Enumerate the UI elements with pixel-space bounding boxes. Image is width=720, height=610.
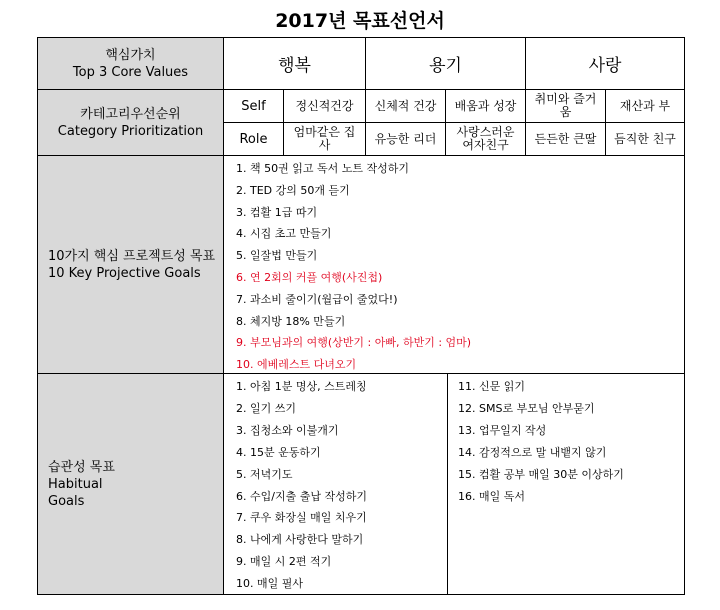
goal-item: 14. 감정적으로 말 내뱉지 않기: [458, 445, 607, 459]
goal-item: 8. 나에게 사랑한다 말하기: [236, 533, 364, 547]
goal-item: 5. 일잘법 만들기: [236, 249, 318, 263]
goal-item: 9. 부모님과의 여행(상반기 : 아빠, 하반기 : 엄마): [236, 336, 472, 350]
core-values-label-kr: 핵심가치: [105, 47, 156, 63]
goal-item: 5. 저녁기도: [236, 467, 293, 481]
role-item-4: 든든한 큰딸: [526, 123, 606, 156]
goal-item: 9. 매일 시 2편 적기: [236, 555, 332, 569]
goal-item: 3. 컴활 1급 따기: [236, 205, 318, 219]
core-values-header: [38, 38, 224, 90]
habitual-header: [38, 374, 224, 594]
role-item-1: 엄마같은 집사: [284, 123, 366, 156]
goal-item: 1. 아침 1분 명상, 스트레칭: [236, 380, 367, 393]
core-value-2: 용기: [366, 38, 526, 90]
self-item-1: 정신적건강: [284, 90, 366, 123]
role-label: Role: [224, 123, 284, 156]
goal-item: 4. 15분 운동하기: [236, 445, 321, 459]
goal-item: 10. 에베레스트 다녀오기: [236, 358, 357, 372]
habitual-right-list: [458, 378, 680, 590]
goal-item: 1. 책 50권 읽고 독서 노트 작성하기: [236, 162, 409, 175]
goal-item: 11. 신문 읽기: [458, 380, 525, 393]
role-item-3: 사랑스러운 여자친구: [446, 123, 526, 156]
page-title: 2017년 목표선언서: [275, 10, 445, 32]
goal-item: 3. 집청소와 이불개기: [236, 423, 339, 437]
role-item-2: 유능한 리더: [366, 123, 446, 156]
goal-item: 6. 연 2회의 커플 여행(사진첩): [236, 271, 383, 284]
category-header: [38, 90, 224, 156]
self-item-3: 배움과 성장: [446, 90, 526, 123]
core-values-label-en: Top 3 Core Values: [72, 64, 189, 80]
habitual-label-en-2: Goals: [48, 493, 85, 509]
self-item-5: 재산과 부: [606, 90, 684, 123]
goal-item: 8. 체지방 18% 만들기: [236, 314, 346, 328]
goal-item: 2. TED 강의 50개 듣기: [236, 183, 350, 197]
goal-item: 12. SMS로 부모님 안부묻기: [458, 401, 595, 415]
goal-item: 2. 일기 쓰기: [236, 401, 296, 415]
goal-item: 10. 매일 필사: [236, 577, 303, 591]
habitual-label-kr: 습관성 목표: [48, 459, 115, 475]
goal-item: 6. 수입/지출 출납 작성하기: [236, 489, 367, 503]
self-item-2: 신체적 건강: [366, 90, 446, 123]
projective-label-kr: 10가지 핵심 프로젝트성 목표: [48, 248, 216, 264]
goal-table: [37, 37, 685, 595]
habitual-left-list: [236, 378, 446, 590]
core-value-1: 행복: [224, 38, 366, 90]
core-value-3: 사랑: [526, 38, 684, 90]
role-item-5: 듬직한 친구: [606, 123, 684, 156]
goal-item: 16. 매일 독서: [458, 489, 525, 503]
self-item-4: 취미와 즐거움: [526, 90, 606, 123]
projective-header: [38, 156, 224, 374]
category-label-kr: 카테고리우선순위: [80, 106, 181, 122]
goal-item: 4. 시집 초고 만들기: [236, 227, 332, 241]
goal-item: 7. 쿠우 화장실 매일 치우기: [236, 511, 367, 525]
goal-item: 13. 업무일지 작성: [458, 423, 547, 437]
projective-list: [236, 160, 676, 370]
projective-label-en: 10 Key Projective Goals: [48, 265, 201, 281]
goal-item: 7. 과소비 줄이기(월급이 줄었다!): [236, 292, 398, 306]
category-label-en: Category Prioritization: [57, 123, 204, 139]
habitual-label-en-1: Habitual: [48, 476, 103, 492]
goal-item: 15. 컴활 공부 매일 30분 이상하기: [458, 467, 624, 481]
self-label: Self: [224, 90, 284, 123]
